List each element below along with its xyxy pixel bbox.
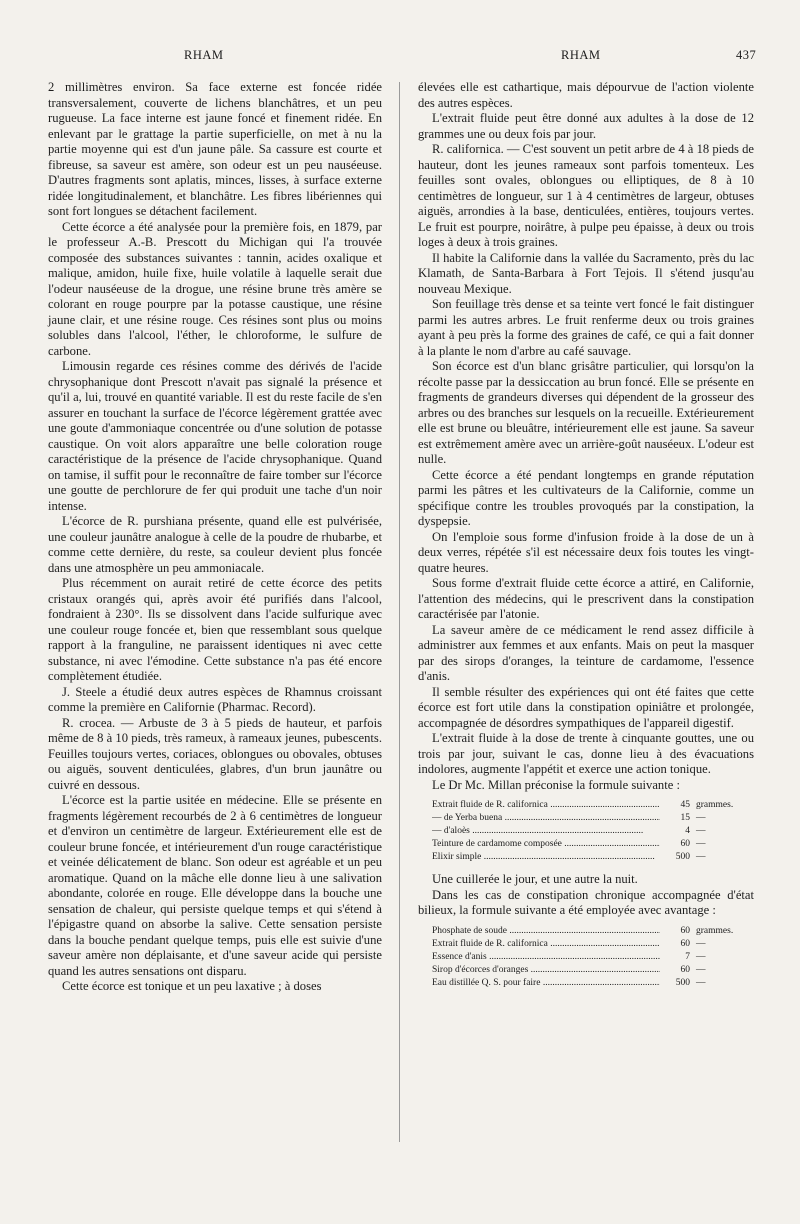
page-number: 437 — [736, 48, 757, 62]
ingredient-quantity: 4 — [685, 826, 690, 836]
running-header-left: RHAM — [184, 48, 224, 62]
formula-mcmillan — [432, 799, 754, 864]
paragraph: R. californica. — C'est souvent un petit arbre de 4 à 18 pieds de hauteur, dont les jeunes rameaux sont parfois tomenteux. Les feuilles sont ovales, oblongues ou elliptiques, de 8 à 10 centimètres de longueur, sur 1 à 4 centimètres de largeur, obtuses aiguës, arrondies à la base, denticulées, entières, toujours vertes. Le fruit est pourpre, noirâtre, à pulpe peu épaisse, à deux ou trois loges à deux à trois graines. — [418, 142, 754, 249]
formula-row — [432, 825, 754, 838]
paragraph: élevées elle est cathartique, mais dépourvue de l'action violente des autres espèces. — [418, 80, 754, 110]
ingredient-unit: grammes. — [696, 800, 734, 810]
ingredient-unit: — — [696, 839, 706, 849]
paragraph: Cette écorce a été analysée pour la première fois, en 1879, par le professeur A.-B. Prescott du Michigan qui l'a trouvée composée des substances suivantes : tannin, acides oxalique et malique, amidon, huile fixe, huile volatile à laquelle serait due l'odeur nauséeuse de la drogue, une résine brune très amère se colorant en rouge pourpre par la potasse caustique, une résine jaune clair, et une résine rouge. Ces résines sont plus ou moins solubles dans l'alcool, l'éther, le chloroforme, le sulfure de carbone. — [48, 219, 382, 358]
formula-row — [432, 799, 754, 812]
formula-row — [432, 951, 754, 964]
left-column — [48, 80, 382, 995]
ingredient-quantity: 60 — [680, 925, 690, 936]
ingredient-unit: grammes. — [696, 925, 734, 936]
paragraph: Il semble résulter des expériences qui ont été faites que cette écorce est fort utile dans la constipation opiniâtre et prolongée, accompagnée de désordres sympathiques de l'appareil digestif. — [418, 684, 754, 730]
ingredient-name: — de Yerba buena ..... — [432, 812, 660, 825]
ingredient-name: — d'aloès ..... — [432, 825, 660, 838]
ingredient-quantity: 60 — [680, 964, 690, 975]
running-header-right: RHAM — [561, 48, 601, 62]
paragraph: Plus récemment on aurait retiré de cette écorce des petits cristaux orangés qui, après avoir été purifiés dans l'alcool, fondraient à 230°. Ils se dissolvent dans l'acide sulfurique avec une couleur rouge foncée et, bien que ressemblant sous quelque rapport à la franguline, ne paraissent identiques ni avec cette substance, ni avec l'émodine. Cette substance n'a pas été encore complètement étudiée. — [48, 576, 382, 683]
formula-row — [432, 812, 754, 825]
paragraph: L'extrait fluide peut être donné aux adultes à la dose de 12 grammes une ou deux fois par jour. — [418, 111, 754, 141]
ingredient-unit: — — [696, 826, 706, 836]
ingredient-name: Elixir simple ..... — [432, 851, 660, 864]
ingredient-name: Eau distillée Q. S. pour faire ..... — [432, 977, 660, 990]
ingredient-unit: — — [696, 977, 706, 988]
formula-row — [432, 938, 754, 951]
paragraph: L'écorce est la partie usitée en médecine. Elle se présente en fragments légèrement recourbés de 2 à 6 centimètres de longueur et d'environ un centimètre de largeur. Extérieurement elle est de couleur brune foncée, et intérieurement d'un rouge caractéristique et veinée délicatement de blanc. Son odeur est agréable et un peu aromatique. Quand on la mâche elle donne lieu à une salivation abondante, colorée en rouge. Elle développe dans la bouche une sensation de chaleur, qui persiste quelque temps et qui s'étend à l'épigastre quand on absorbe la salive. Cette sensation persiste dans la bouche pendant quelque temps, puis elle est suivie d'une saveur amère non déplaisante, et d'une saveur acide qui persiste quand les autres sensations ont disparu. — [48, 793, 382, 978]
ingredient-name: Extrait fluide de R. californica ..... — [432, 938, 660, 951]
formula-constipation — [432, 925, 754, 990]
ingredient-quantity: 500 — [675, 977, 690, 988]
paragraph: J. Steele a étudié deux autres espèces de Rhamnus croissant comme la première en Californie (Pharmac. Record). — [48, 684, 382, 714]
formula-row — [432, 851, 754, 864]
ingredient-name: Extrait fluide de R. californica ..... — [432, 799, 660, 812]
ingredient-name: Sirop d'écorces d'oranges ..... — [432, 964, 660, 977]
paragraph: L'écorce de R. purshiana présente, quand elle est pulvérisée, une couleur jaunâtre analogue à celle de la poudre de rhubarbe, et comme cette dernière, du reste, sa couleur devient plus foncée dans une atmosphère un peu ammoniacale. — [48, 514, 382, 575]
ingredient-quantity: 15 — [680, 813, 690, 823]
paragraph: Cette écorce a été pendant longtemps en grande réputation parmi les pâtres et les cultivateurs de la Californie, comme un spécifique contre les troubles provoqués par la constipation, la dyspepsie. — [418, 467, 754, 528]
column-divider — [399, 82, 400, 1142]
ingredient-quantity: 500 — [675, 852, 690, 862]
paragraph: L'extrait fluide à la dose de trente à cinquante gouttes, une ou trois par jour, suivant le cas, donne lieu à des évacuations indolores, augmente l'appétit et exerce une action tonique. — [418, 731, 754, 776]
paragraph: Il habite la Californie dans la vallée du Sacramento, près du lac Klamath, de Santa-Barbara à Fort Tejois. Il s'étend jusqu'au nouveau Mexique. — [418, 250, 754, 296]
ingredient-quantity: 60 — [680, 839, 690, 849]
ingredient-name: Phosphate de soude ..... — [432, 925, 660, 938]
paragraph: Sous forme d'extrait fluide cette écorce a attiré, en Californie, l'attention des médecins, qui le prescrivent dans la constipation caractérisée par l'atonie. — [418, 576, 754, 621]
formula-row — [432, 977, 754, 990]
ingredient-quantity: 7 — [685, 951, 690, 962]
ingredient-name: Teinture de cardamome composée ..... — [432, 838, 660, 851]
formula-row — [432, 838, 754, 851]
ingredient-unit: — — [696, 938, 706, 949]
paragraph: R. crocea. — Arbuste de 3 à 5 pieds de hauteur, et parfois même de 8 à 10 pieds, très rameux, à rameaux jeunes, pubescents. Feuilles toujours vertes, coriaces, oblongues ou obovales, obtuses ou aiguës, souvent denticulées, glabres, d'un brun jaunâtre ou cuivré en dessous. — [48, 715, 382, 792]
ingredient-unit: — — [696, 964, 706, 975]
formula-row — [432, 925, 754, 938]
ingredient-unit: — — [696, 852, 706, 862]
formula-row — [432, 964, 754, 977]
ingredient-unit: — — [696, 951, 706, 962]
paragraph: Dans les cas de constipation chronique accompagnée d'état bilieux, la formule suivante a été employée avec avantage : — [418, 887, 754, 917]
paragraph: Cette écorce est tonique et un peu laxative ; à doses — [62, 979, 322, 993]
ingredient-quantity: 45 — [680, 800, 690, 810]
ingredient-quantity: 60 — [680, 938, 690, 949]
paragraph: 2 millimètres environ. Sa face externe est foncée ridée transversalement, couverte de lichens blanchâtres, et un peu rugueuse. La face interne est jaune foncé et finement ridée. En enlevant par le grattage la partie superficielle, on met à nu la partie moyenne qui est d'un jaune pâle. Sa cassure est courte et fibreuse, sa saveur est amère, son odeur est un peu nauséeuse. D'autres fragments sont aplatis, minces, lisses, à surface externe ridée longitudinalement, et blanchâtre. Les fibres libériennes qui sont fort longues se détachent facilement. — [48, 80, 382, 218]
ingredient-name: Essence d'anis ..... — [432, 951, 660, 964]
paragraph: La saveur amère de ce médicament le rend assez difficile à administrer aux femmes et aux enfants. Mais on peut la masquer par des sirops d'oranges, la teinture de cardamome, l'essence d'anis. — [418, 622, 754, 683]
paragraph: Limousin regarde ces résines comme des dérivés de l'acide chrysophanique dont Prescott n'avait pas signalé la présence et qu'il a, lui, trouvé en quantité variable. Il est du reste facile de s'en assurer en touchant la surface de l'écorce légèrement grattée avec une goute d'ammoniaque concentrée ou d'une solution de potasse caustique. On voit alors apparaître une belle coloration rouge caractéristique de la présence de l'acide chrysophanique. Quand on tamise, il suffit pour le reconnaître de faire tomber sur l'écorce une goutte de perchlorure de fer qui produit une tache d'un noir intense. — [48, 359, 382, 513]
ingredient-unit: — — [696, 813, 706, 823]
paragraph: Son écorce est d'un blanc grisâtre particulier, qui lorsqu'on la récolte passe par la dessiccation au brun foncé. Elle se présente en fragments de grandeurs diverses qui dépendent de la grosseur des arbres ou des branches sur lesquels on la recueille. Extérieurement elle est brune ou bleuâtre, intérieurement elle est jaune. Sa saveur est extrêmement amère avec un arrière-goût nauséeux. L'odeur est nulle. — [418, 359, 754, 466]
paragraph: On l'emploie sous forme d'infusion froide à la dose de un à deux verres, répétée s'il est nécessaire deux fois toutes les vingt-quatre heures. — [418, 529, 754, 575]
paragraph: Une cuillerée le jour, et une autre la nuit. — [432, 872, 638, 886]
paragraph: Son feuillage très dense et sa teinte vert foncé le fait distinguer parmi les autres arbres. Le fruit renferme deux ou trois graines ayant à peu près la forme des graines de café, ce qui a fait donner à la plante le nom d'arbre au café sauvage. — [418, 297, 754, 358]
right-column — [418, 80, 754, 998]
paragraph: Le Dr Mc. Millan préconise la formule suivante : — [432, 777, 680, 792]
